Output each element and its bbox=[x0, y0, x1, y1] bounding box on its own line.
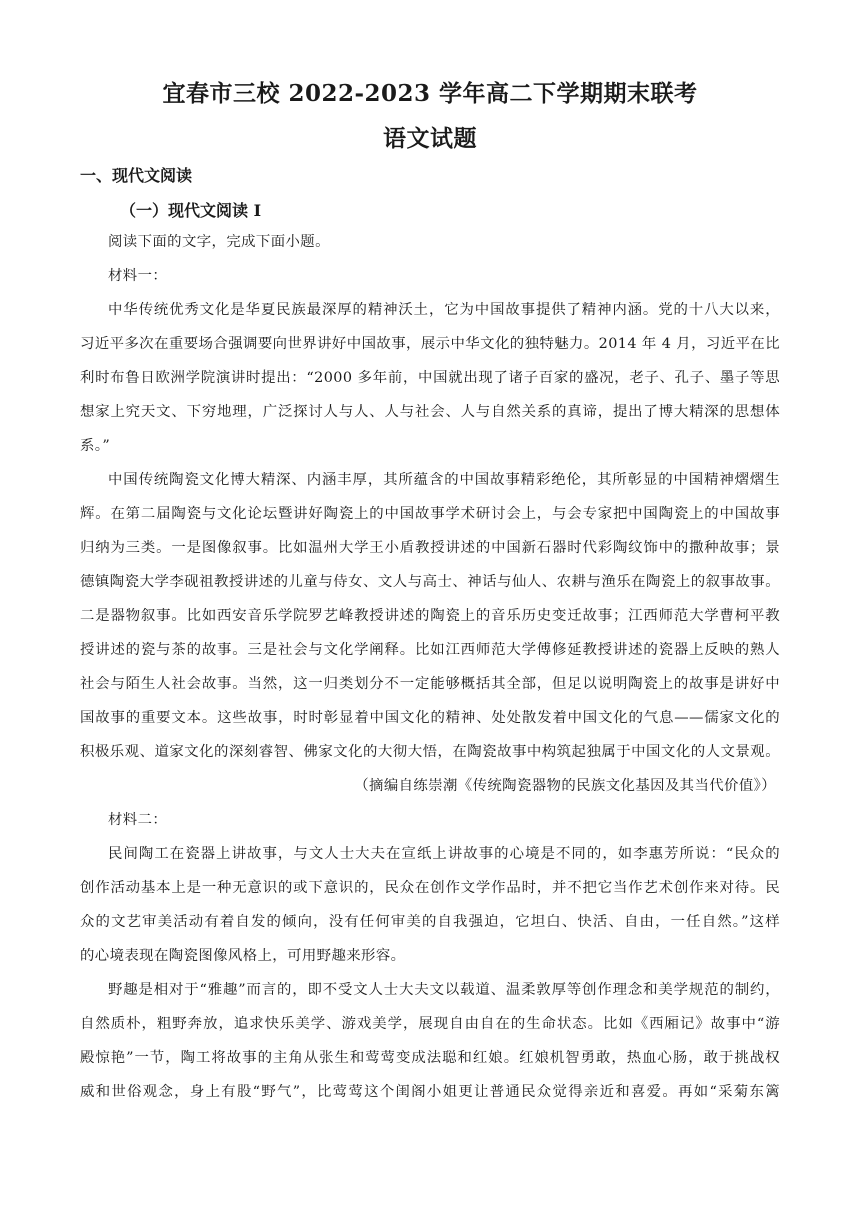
paragraph-line: 利时布鲁日欧洲学院演讲时提出：“2000 多年前，中国就出现了诸子百家的盛况，老子、孔子、墨子等思 bbox=[80, 370, 780, 386]
paragraph-line: 德镇陶瓷大学李砚祖教授讲述的儿童与侍女、文人与高士、神话与仙人、农耕与渔乐在陶瓷上的叙事故事。 bbox=[80, 574, 780, 590]
paragraph-line: 社会与陌生人社会故事。当然，这一归类划分不一定能够概括其全部，但足以说明陶瓷上的故事是讲好中 bbox=[80, 676, 780, 692]
paragraph-line: 殿惊艳”一节，陶工将故事的主角从张生和莺莺变成法聪和红娘。红娘机智勇敢，热血心肠，敢于挑战权 bbox=[80, 1050, 780, 1066]
paragraph-line: 威和世俗观念，身上有股“野气”，比莺莺这个闺阁小姐更让普通民众觉得亲近和喜爱。再如“采菊东篱 bbox=[80, 1084, 780, 1100]
instruction-text: 阅读下面的文字，完成下面小题。 bbox=[108, 234, 330, 250]
source-citation: （摘编自练崇潮《传统陶瓷器物的民族文化基因及其当代价值》） bbox=[354, 778, 776, 794]
paragraph-line: 国故事的重要文本。这些故事，时时彰显着中国文化的精神、处处散发着中国文化的气息——儒家文化的 bbox=[80, 710, 780, 726]
document-title: 宜春市三校 2022-2023 学年高二下学期期末联考 bbox=[162, 80, 698, 107]
paragraph-line: 辉。在第二届陶瓷与文化论坛暨讲好陶瓷上的中国故事学术研讨会上，与会专家把中国陶瓷上的中国故事 bbox=[80, 506, 780, 522]
paragraph-line: 系。” bbox=[80, 438, 111, 454]
paragraph-line: 二是器物叙事。比如西安音乐学院罗艺峰教授讲述的陶瓷上的音乐历史变迁故事；江西师范大学曹柯平教 bbox=[80, 608, 780, 624]
paragraph-line: 自然质朴，粗野奔放，追求快乐美学、游戏美学，展现自由自在的生命状态。比如《西厢记》故事中“游 bbox=[80, 1016, 780, 1032]
paragraph-line: 积极乐观、道家文化的深刻睿智、佛家文化的大彻大悟，在陶瓷故事中构筑起独属于中国文化的人文景观。 bbox=[80, 744, 780, 760]
material-1-label: 材料一： bbox=[108, 268, 168, 284]
paragraph-line: 野趣是相对于“雅趣”而言的，即不受文人士大夫文以载道、温柔敦厚等创作理念和美学规范的制约， bbox=[108, 982, 780, 998]
paragraph-line: 创作活动基本上是一种无意识的或下意识的，民众在创作文学作品时，并不把它当作艺术创作来对待。民 bbox=[80, 880, 780, 896]
paragraph-line: 习近平多次在重要场合强调要向世界讲好中国故事，展示中华文化的独特魅力。2014 年 4 月，习近平在比 bbox=[80, 336, 780, 352]
paragraph-line: 众的文艺审美活动有着自发的倾向，没有任何审美的自我强迫，它坦白、快活、自由，一任自然。”这样 bbox=[80, 914, 780, 930]
material-2-label: 材料二： bbox=[108, 812, 168, 828]
subsection-heading: （一）现代文阅读 I bbox=[120, 201, 262, 220]
paragraph-line: 民间陶工在瓷器上讲故事，与文人士大夫在宣纸上讲故事的心境是不同的，如李惠芳所说：“民众的 bbox=[108, 846, 780, 862]
section-heading: 一、现代文阅读 bbox=[80, 166, 193, 185]
paragraph-line: 的心境表现在陶瓷图像风格上，可用野趣来形容。 bbox=[80, 948, 406, 964]
paragraph-line: 归纳为三类。一是图像叙事。比如温州大学王小盾教授讲述的中国新石器时代彩陶纹饰中的撒种故事；景 bbox=[80, 540, 780, 556]
paragraph-line: 授讲述的瓷与茶的故事。三是社会与文化学阐释。比如江西师范大学傅修延教授讲述的瓷器上反映的熟人 bbox=[80, 642, 780, 658]
paragraph-line: 想家上究天文、下穷地理，广泛探讨人与人、人与社会、人与自然关系的真谛，提出了博大精深的思想体 bbox=[80, 404, 780, 420]
document-subtitle: 语文试题 bbox=[383, 125, 477, 152]
paragraph-line: 中华传统优秀文化是华夏民族最深厚的精神沃土，它为中国故事提供了精神内涵。党的十八大以来， bbox=[108, 302, 780, 318]
paragraph-line: 中国传统陶瓷文化博大精深、内涵丰厚，其所蕴含的中国故事精彩绝伦，其所彰显的中国精神熠熠生 bbox=[108, 472, 780, 488]
